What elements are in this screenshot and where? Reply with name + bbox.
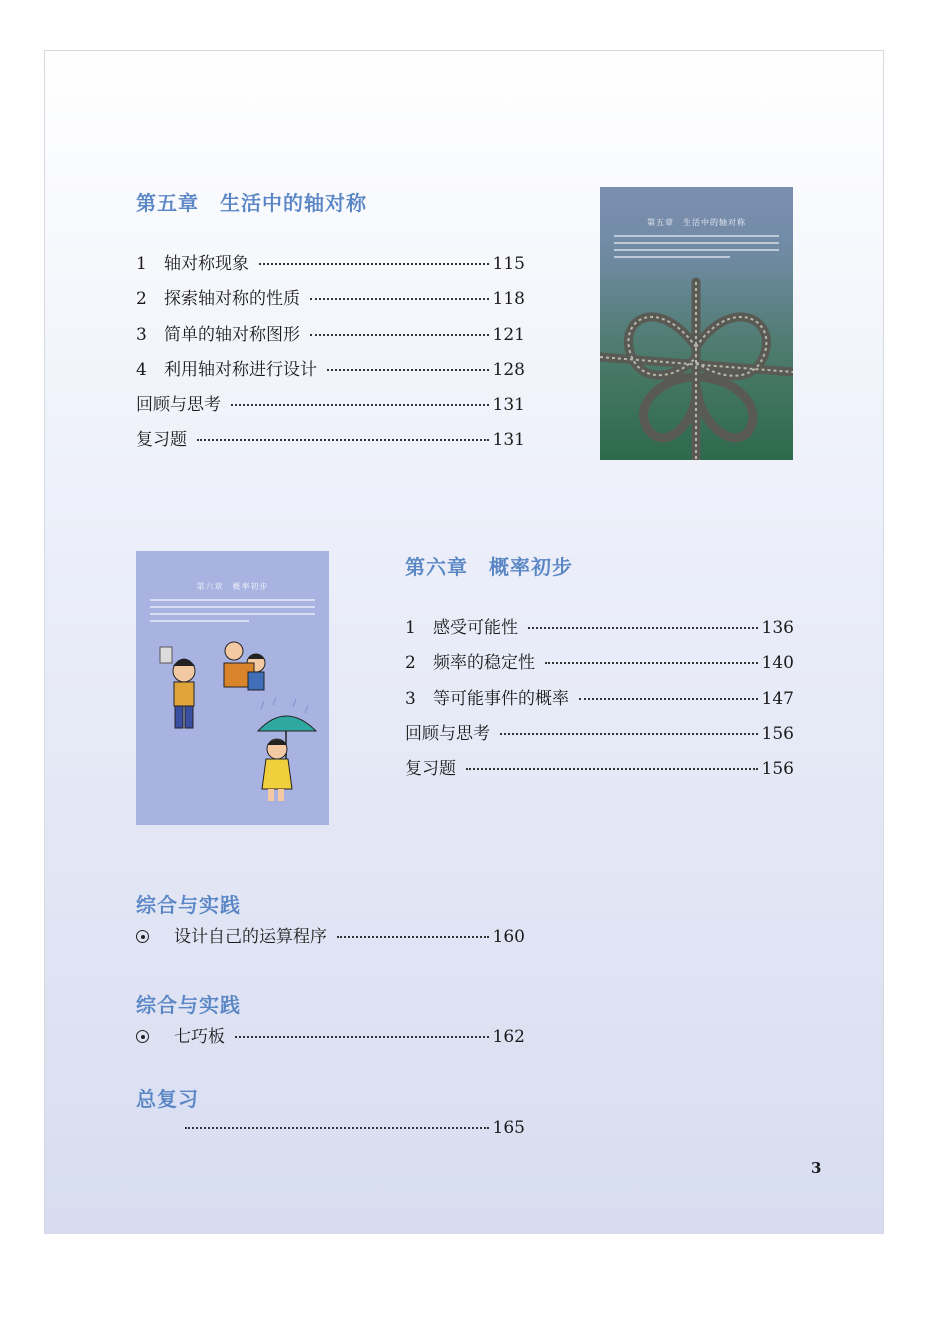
entry-page: 128 [492,359,525,380]
circle-dot-icon [136,1030,149,1043]
entry-page: 131 [492,430,525,451]
toc-entry[interactable] [405,719,794,754]
chapter6-toc [405,613,794,789]
entry-number: 2 [136,289,147,310]
toc-entry[interactable] [405,613,794,648]
toc-entry[interactable] [405,754,794,789]
book-page [44,50,884,1234]
entry-page: 165 [492,1118,525,1138]
entry-number: 3 [136,324,147,345]
entry-page: 160 [492,927,525,947]
dot-leader [310,334,489,336]
entry-number: 1 [136,254,147,274]
toc-entry[interactable] [136,390,525,425]
dot-leader [466,768,758,770]
entry-page: 140 [761,653,794,674]
dot-leader [500,733,758,735]
practice2-toc [136,1022,525,1057]
page-number: 3 [811,1159,822,1177]
entry-title: 探索轴对称的性质 [164,289,300,310]
entry-page: 156 [761,759,794,780]
entry-number: 4 [136,359,147,380]
toc-entry[interactable] [136,425,525,460]
children-illustration [136,551,329,825]
highway-interchange-image [600,187,793,460]
entry-title: 感受可能性 [433,618,518,638]
chapter6-heading: 第六章 概率初步 [405,555,573,579]
dot-leader [235,1036,489,1038]
entry-page: 136 [761,618,794,638]
entry-page: 162 [492,1027,525,1047]
entry-title: 设计自己的运算程序 [174,927,327,947]
review-heading: 总复习 [136,1087,199,1111]
entry-number: 3 [405,688,416,709]
dot-leader [197,439,489,441]
entry-page: 147 [761,688,794,709]
dot-leader [528,627,758,629]
dot-leader [337,936,489,938]
dot-leader [259,263,489,265]
toc-entry[interactable] [136,1022,525,1057]
chapter5-heading: 第五章 生活中的轴对称 [136,191,367,215]
dot-leader [185,1127,489,1129]
circle-dot-icon [136,930,149,943]
toc-entry[interactable] [136,355,525,390]
chapter6-thumbnail-title: 第六章 概率初步 [196,582,269,591]
chapter5-toc [136,249,525,461]
toc-entry[interactable] [136,249,525,284]
toc-entry[interactable] [185,1118,525,1153]
entry-number: 2 [405,653,416,674]
entry-title: 七巧板 [174,1027,225,1047]
chapter6-thumbnail [136,551,329,825]
entry-title: 频率的稳定性 [433,653,535,674]
entry-title: 复习题 [136,430,187,451]
review-toc [185,1118,525,1153]
entry-page: 118 [492,289,525,310]
entry-title: 回顾与思考 [405,723,490,744]
dot-leader [310,298,489,300]
dot-leader [579,698,758,700]
toc-entry[interactable] [136,922,525,957]
practice1-toc [136,922,525,957]
entry-title: 等可能事件的概率 [433,688,569,709]
toc-entry[interactable] [136,284,525,319]
entry-title: 复习题 [405,759,456,780]
entry-title: 回顾与思考 [136,395,221,416]
entry-title: 轴对称现象 [164,254,249,274]
entry-page: 115 [492,254,525,274]
practice1-heading: 综合与实践 [136,893,241,917]
chapter5-thumbnail [600,187,793,460]
toc-entry[interactable] [405,684,794,719]
entry-number: 1 [405,618,416,638]
toc-entry[interactable] [136,320,525,355]
entry-title: 利用轴对称进行设计 [164,359,317,380]
entry-page: 156 [761,723,794,744]
toc-entry[interactable] [405,648,794,683]
chapter5-thumbnail-title: 第五章 生活中的轴对称 [647,218,746,227]
dot-leader [231,404,489,406]
dot-leader [545,662,758,664]
entry-page: 121 [492,324,525,345]
practice2-heading: 综合与实践 [136,993,241,1017]
entry-title: 简单的轴对称图形 [164,324,300,345]
entry-page: 131 [492,395,525,416]
dot-leader [327,369,489,371]
